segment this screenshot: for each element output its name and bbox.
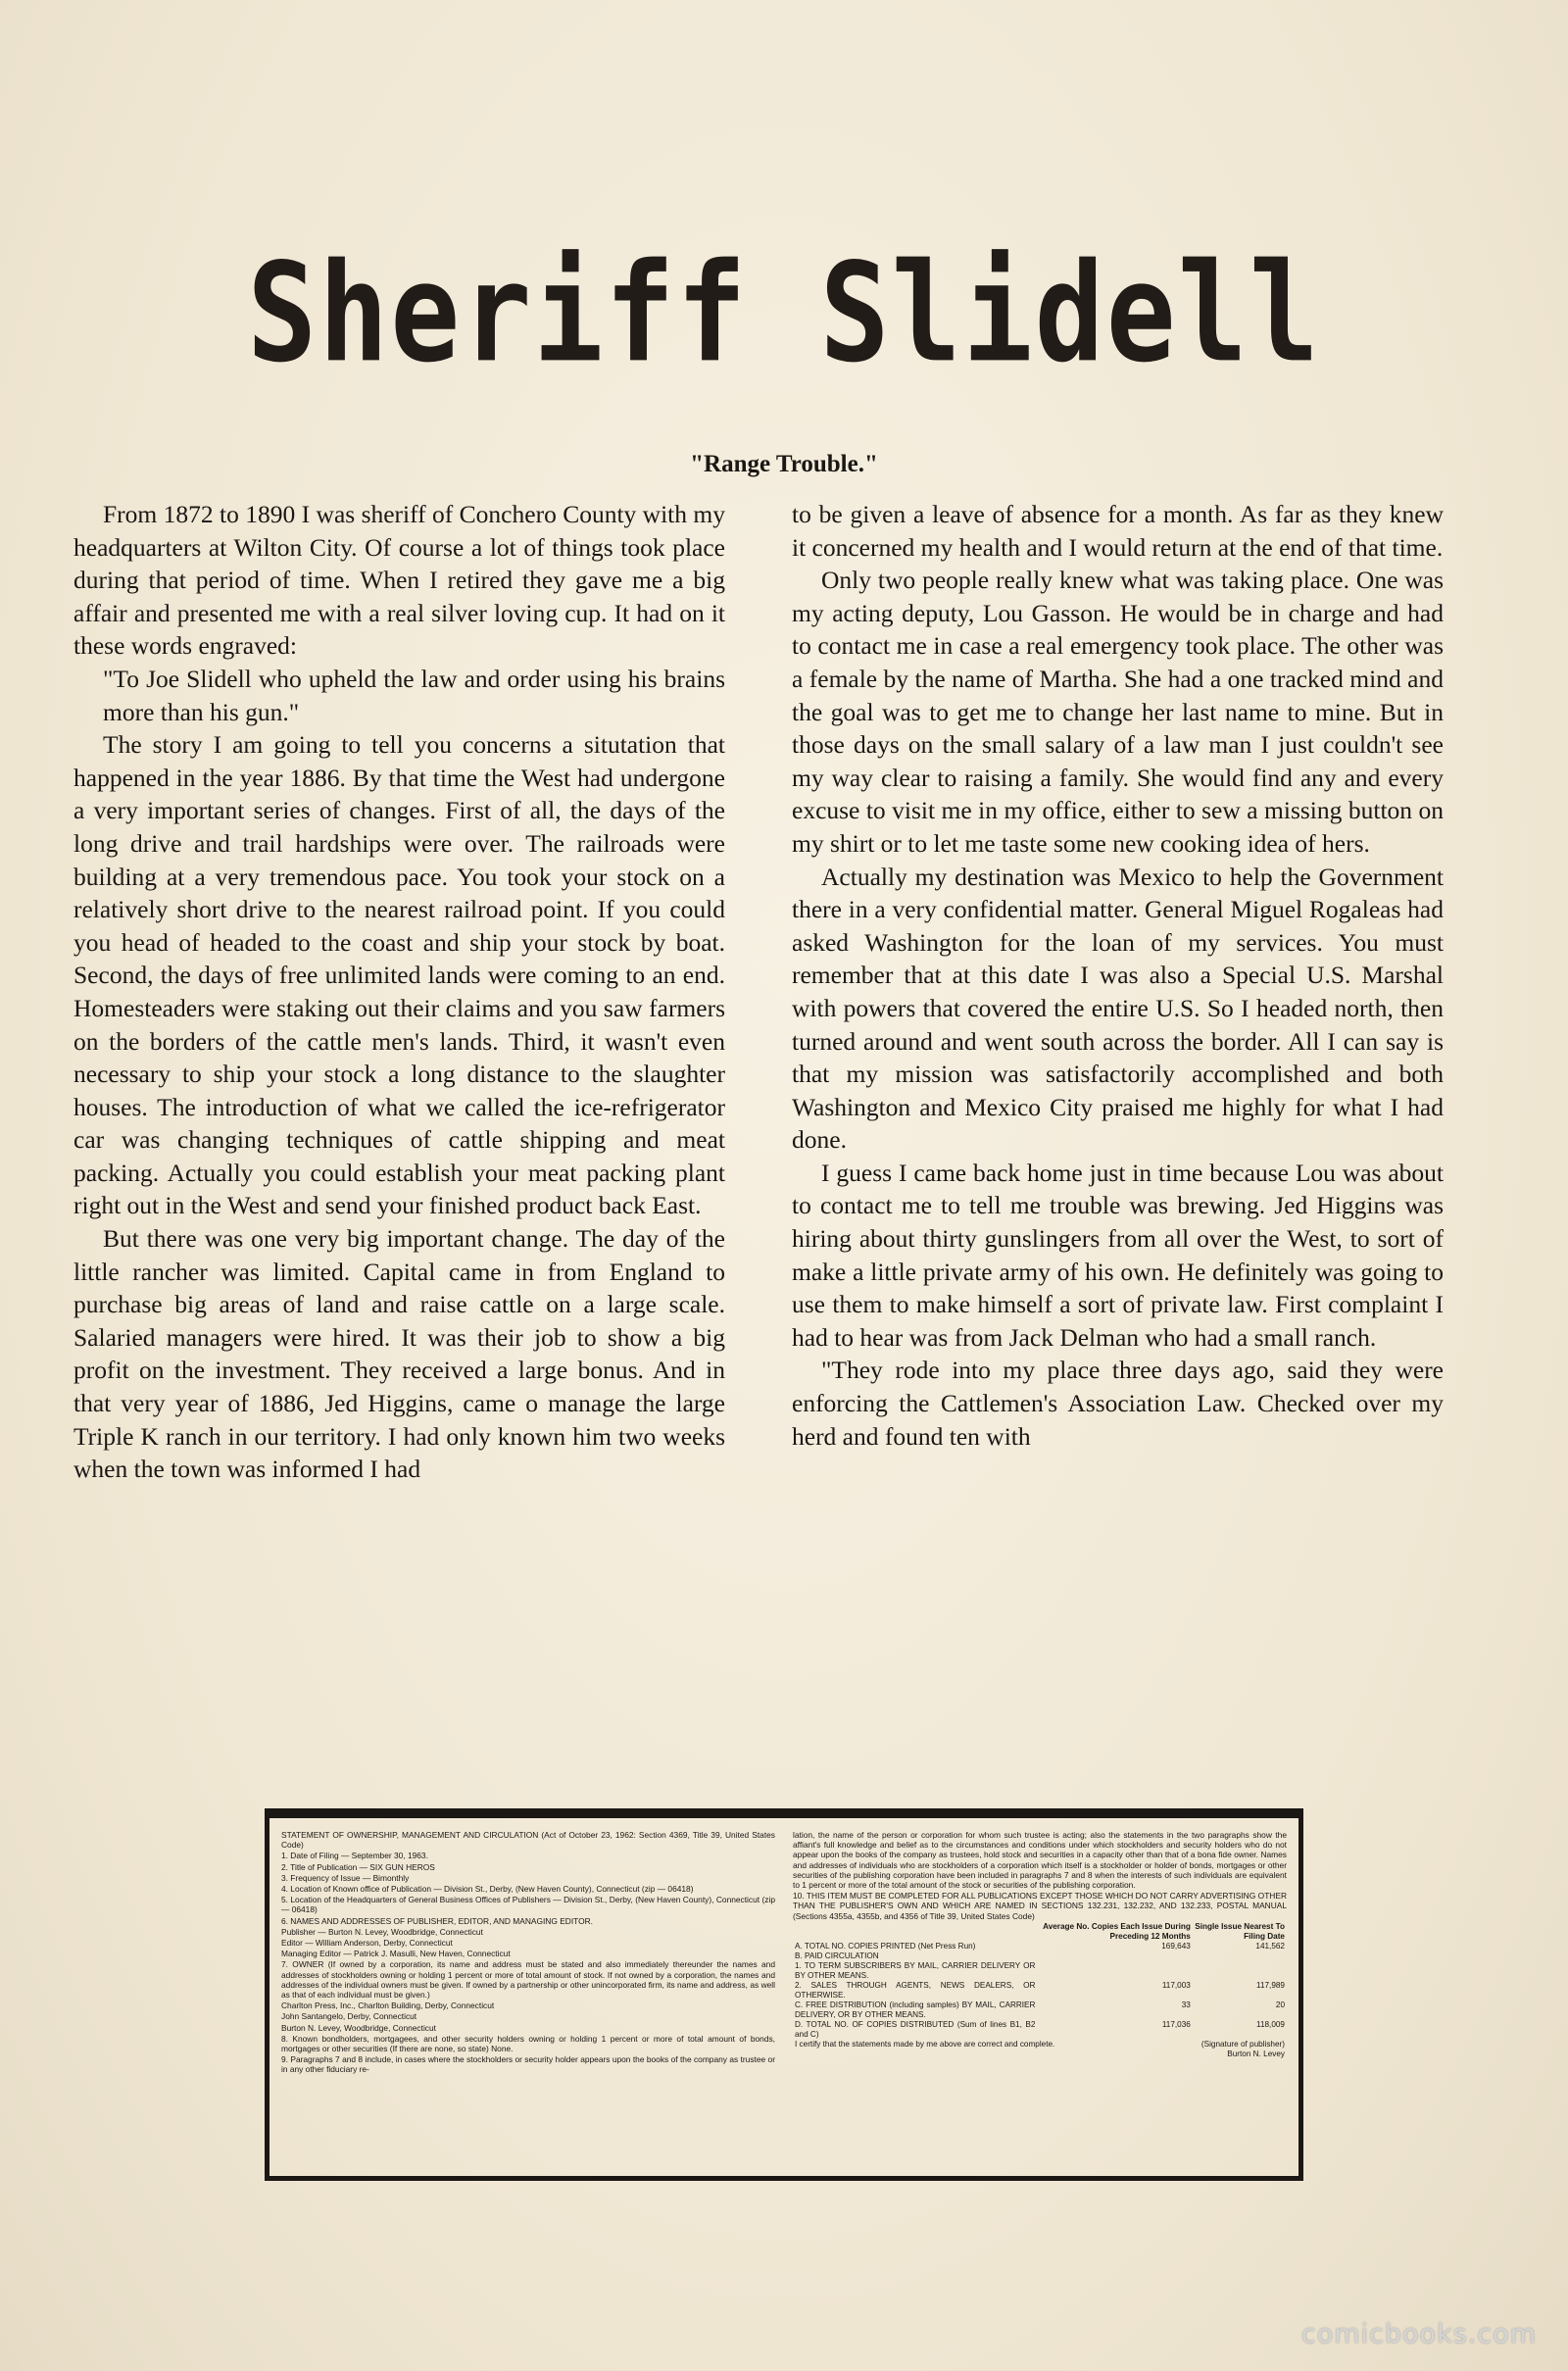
circulation-label: 1. TO TERM SUBSCRIBERS BY MAIL, CARRIER DELIVERY OR BY OTHER MEANS. bbox=[795, 1960, 1036, 1980]
circulation-single bbox=[1193, 1951, 1287, 1961]
circulation-label: A. TOTAL NO. COPIES PRINTED (Net Press Run) bbox=[795, 1941, 976, 1951]
statement-paragraph: lation, the name of the person or corporation for whom such trustee is acting; also the statements in the two paragraphs show the affiant's full knowledge and belief as to the circumstances and conditions under which stockholders and security holders who do not appear upon the books of the company as trustees, hold stock and securities in a capacity other than that of a bona fide owner. Names and addresses of individuals who are stockholders of a corporation which itself is a stockholder or holder of bonds, mortgages or other securities of the publishing corporation have been included in paragraphs 7 and 8 when the interests of such individuals are equivalent to 1 percent or more of the total amount of the stock or securities of the publishing corporation. bbox=[793, 1830, 1287, 1891]
signature-name: Burton N. Levey bbox=[1227, 2049, 1285, 2058]
statement-paragraph: 3. Frequency of Issue — Bimonthly bbox=[281, 1872, 410, 1883]
ownership-statement-box bbox=[265, 1808, 1303, 2181]
story-subtitle: "Range Trouble." bbox=[690, 451, 878, 477]
statement-paragraph: Burton N. Levey, Woodbridge, Connecticut bbox=[281, 2022, 436, 2033]
circulation-header: Average No. Copies Each Issue During Preceding 12 Months bbox=[1043, 1921, 1191, 1941]
statement-paragraph: Charlton Press, Inc., Charlton Building, Derby, Connecticut bbox=[281, 2001, 495, 2011]
circulation-header: Single Issue Nearest To Filing Date bbox=[1195, 1921, 1285, 1941]
circulation-row bbox=[793, 1981, 1287, 2001]
story-column-right bbox=[792, 498, 1444, 1453]
story-paragraph: From 1872 to 1890 I was sheriff of Conchero County with my headquarters at Wilton City. Of course a lot of things took place during that period of time. When I retired they gave me a big affair and presented me with a real silver loving cup. It had on it these words engraved: bbox=[74, 500, 725, 661]
circulation-row bbox=[793, 2001, 1287, 2020]
circulation-row bbox=[793, 2020, 1287, 2040]
circulation-single: 20 bbox=[1275, 2000, 1285, 2009]
circulation-avg bbox=[1037, 1961, 1192, 1981]
statement-paragraph: 7. OWNER (If owned by a corporation, its name and address must be stated and also immediately thereunder the names and addresses of stockholders owning or holding 1 percent or more of total amount of stock. If not owned by a corporation, the names and addresses of the individual owners must be given. If owned by a partnership or other unincorporated firm, its name and address, as well as that of each individual must be given.) bbox=[281, 1959, 775, 2001]
circulation-single: 141,562 bbox=[1255, 1941, 1285, 1951]
statement-paragraph: 5. Location of the Headquarters of General Business Offices of Publishers — Division St., Derby, (New Haven County), Connecticut (zip — 06418) bbox=[281, 1895, 775, 1915]
statement-paragraph: 2. Title of Publication — SIX GUN HEROS bbox=[281, 1861, 435, 1872]
circulation-label: C. FREE DISTRIBUTION (including samples) BY MAIL, CARRIER DELIVERY, OR BY OTHER MEANS. bbox=[795, 2000, 1036, 2019]
signature-label: (Signature of publisher) bbox=[1200, 2039, 1285, 2049]
circulation-avg bbox=[1037, 1951, 1192, 1961]
circulation-avg: 33 bbox=[1181, 2000, 1191, 2009]
circulation-single: 117,989 bbox=[1256, 1980, 1285, 1990]
circulation-avg: 117,003 bbox=[1161, 1980, 1191, 1990]
circulation-header bbox=[793, 1922, 1037, 1942]
engraving-quote: "To Joe Slidell who upheld the law and order using his brains more than his gun." bbox=[103, 664, 725, 726]
statement-paragraph: Managing Editor — Patrick J. Masulli, New Haven, Connecticut bbox=[281, 1949, 511, 1959]
statement-paragraph: 9. Paragraphs 7 and 8 include, in cases where the stockholders or security holder appears upon the books of the company as trustee or in any other fiduciary re- bbox=[281, 2054, 775, 2075]
circulation-table bbox=[793, 1922, 1287, 2040]
circulation-row bbox=[793, 1951, 1287, 1961]
story-paragraph: But there was one very big important change. The day of the little rancher was limited. Capital came in from England to purchase big areas of land and raise cattle on a large scale. Salaried managers were hired. It was their job to show a big profit on the investment. They received a large bonus. And in that very year of 1886, Jed Higgins, came o manage the large Triple K ranch in our territory. I had only known him two weeks when the town was informed I had bbox=[74, 1224, 725, 1484]
circulation-single: 118,009 bbox=[1256, 2019, 1285, 2029]
statement-right-column bbox=[793, 1830, 1287, 2164]
statement-paragraph: 8. Known bondholders, mortgagees, and other security holders owning or holding 1 percent or more of total amount of bonds, mortgages or other securities (If there are none, so state) None. bbox=[281, 2033, 775, 2054]
story-paragraph: to be given a leave of absence for a month. As far as they knew it concerned my health and I would return at the end of that time. bbox=[792, 500, 1444, 562]
statement-paragraph: Editor — William Anderson, Derby, Connecticut bbox=[281, 1938, 453, 1949]
certify-text: I certify that the statements made by me above are correct and complete. bbox=[795, 2039, 1055, 2049]
circulation-single bbox=[1193, 1961, 1287, 1981]
story-paragraph: I guess I came back home just in time because Lou was about to contact me to tell me trouble was brewing. Jed Higgins was hiring about thirty gunslingers from all over the West, to sort of make a little private army of his own. He definitely was going to use them to make himself a sort of private law. First complaint I had to hear was from Jack Delman who had a small ranch. bbox=[792, 1158, 1444, 1352]
certification bbox=[793, 2040, 1287, 2059]
circulation-avg: 117,036 bbox=[1161, 2019, 1191, 2029]
statement-paragraph: 10. THIS ITEM MUST BE COMPLETED FOR ALL PUBLICATIONS EXCEPT THOSE WHICH DO NOT CARRY ADVERTISING OTHER THAN THE PUBLISHER'S OWN AND WHICH ARE NAMED IN SECTIONS 132.231, 132.232, AND 132.233, POSTAL MANUAL (Sections 4355a, 4355b, and 4356 of Title 39, United States Code) bbox=[793, 1891, 1287, 1921]
story-paragraph: The story I am going to tell you concerns a situtation that happened in the year 1886. By that time the West had undergone a very important series of changes. First of all, the days of the long drive and trail hardships were over. The railroads were building at a very tremendous pace. You took your stock on a relatively short drive to the nearest railroad point. If you could you head of headed to the coast and ship your stock by boat. Second, the days of free unlimited lands were coming to an end. Homesteaders were staking out their claims and you saw farmers on the borders of the cattle men's lands. Third, it wasn't even necessary to ship your stock a long distance to the slaughter houses. The introduction of what we called the ice-refrigerator car was changing techniques of cattle shipping and meat packing. Actually you could establish your meat packing plant right out in the West and send your finished product back East. bbox=[74, 730, 725, 1220]
statement-paragraph: Publisher — Burton N. Levey, Woodbridge, Connecticut bbox=[281, 1926, 483, 1937]
site-watermark: comicbooks.com bbox=[1300, 2319, 1537, 2349]
statement-paragraph: John Santangelo, Derby, Connecticut bbox=[281, 2011, 417, 2022]
story-title: Sheriff Slidell bbox=[247, 232, 1321, 393]
statement-paragraph: STATEMENT OF OWNERSHIP, MANAGEMENT AND CIRCULATION (Act of October 23, 1962: Section 4369, Title 39, United States Code) bbox=[281, 1830, 775, 1851]
story-column-left bbox=[74, 498, 725, 1486]
statement-paragraph: 4. Location of Known office of Publication — Division St., Derby, (New Haven County), Connecticut (zip — 06418) bbox=[281, 1884, 694, 1895]
circulation-label: 2. SALES THROUGH AGENTS, NEWS DEALERS, OR OTHERWISE. bbox=[795, 1980, 1036, 2000]
story-paragraph: Only two people really knew what was taking place. One was my acting deputy, Lou Gasson. He would be in charge and had to contact me in case a real emergency took place. The other was a female by the name of Martha. She had a one tracked mind and the goal was to get me to change her last name to mine. But in those days on the small salary of a law man I just couldn't see my way clear to raising a family. She would find any and every excuse to visit me in my office, either to sew a missing button on my shirt or to let me taste some new cooking idea of hers. bbox=[792, 566, 1444, 858]
story-paragraph: "They rode into my place three days ago, said they were enforcing the Cattlemen's Association Law. Checked over my herd and found ten with bbox=[792, 1356, 1444, 1451]
statement-paragraph: 1. Date of Filing — September 30, 1963. bbox=[281, 1851, 428, 1861]
circulation-label: D. TOTAL NO. OF COPIES DISTRIBUTED (Sum of lines B1, B2 and C) bbox=[795, 2019, 1036, 2039]
circulation-label: B. PAID CIRCULATION bbox=[795, 1951, 879, 1960]
story-paragraph: Actually my destination was Mexico to help the Government there in a very confidential matter. General Miguel Rogaleas had asked Washington for the loan of my services. You must remember that at this date I was also a Special U.S. Marshal with powers that covered the entire U.S. So I headed north, then turned around and went south across the border. All I can say is that my mission was satisfactorily accomplished and both Washington and Mexico City praised me highly for what I had done. bbox=[792, 862, 1444, 1155]
statement-left-column bbox=[281, 1830, 775, 2164]
circulation-avg: 169,643 bbox=[1161, 1941, 1191, 1951]
statement-paragraph: 6. NAMES AND ADDRESSES OF PUBLISHER, EDITOR, AND MANAGING EDITOR. bbox=[281, 1915, 594, 1926]
circulation-row bbox=[793, 1961, 1287, 1981]
circulation-row bbox=[793, 1942, 1287, 1951]
signature-block bbox=[1164, 2040, 1287, 2059]
circulation-header-row bbox=[793, 1922, 1287, 1942]
